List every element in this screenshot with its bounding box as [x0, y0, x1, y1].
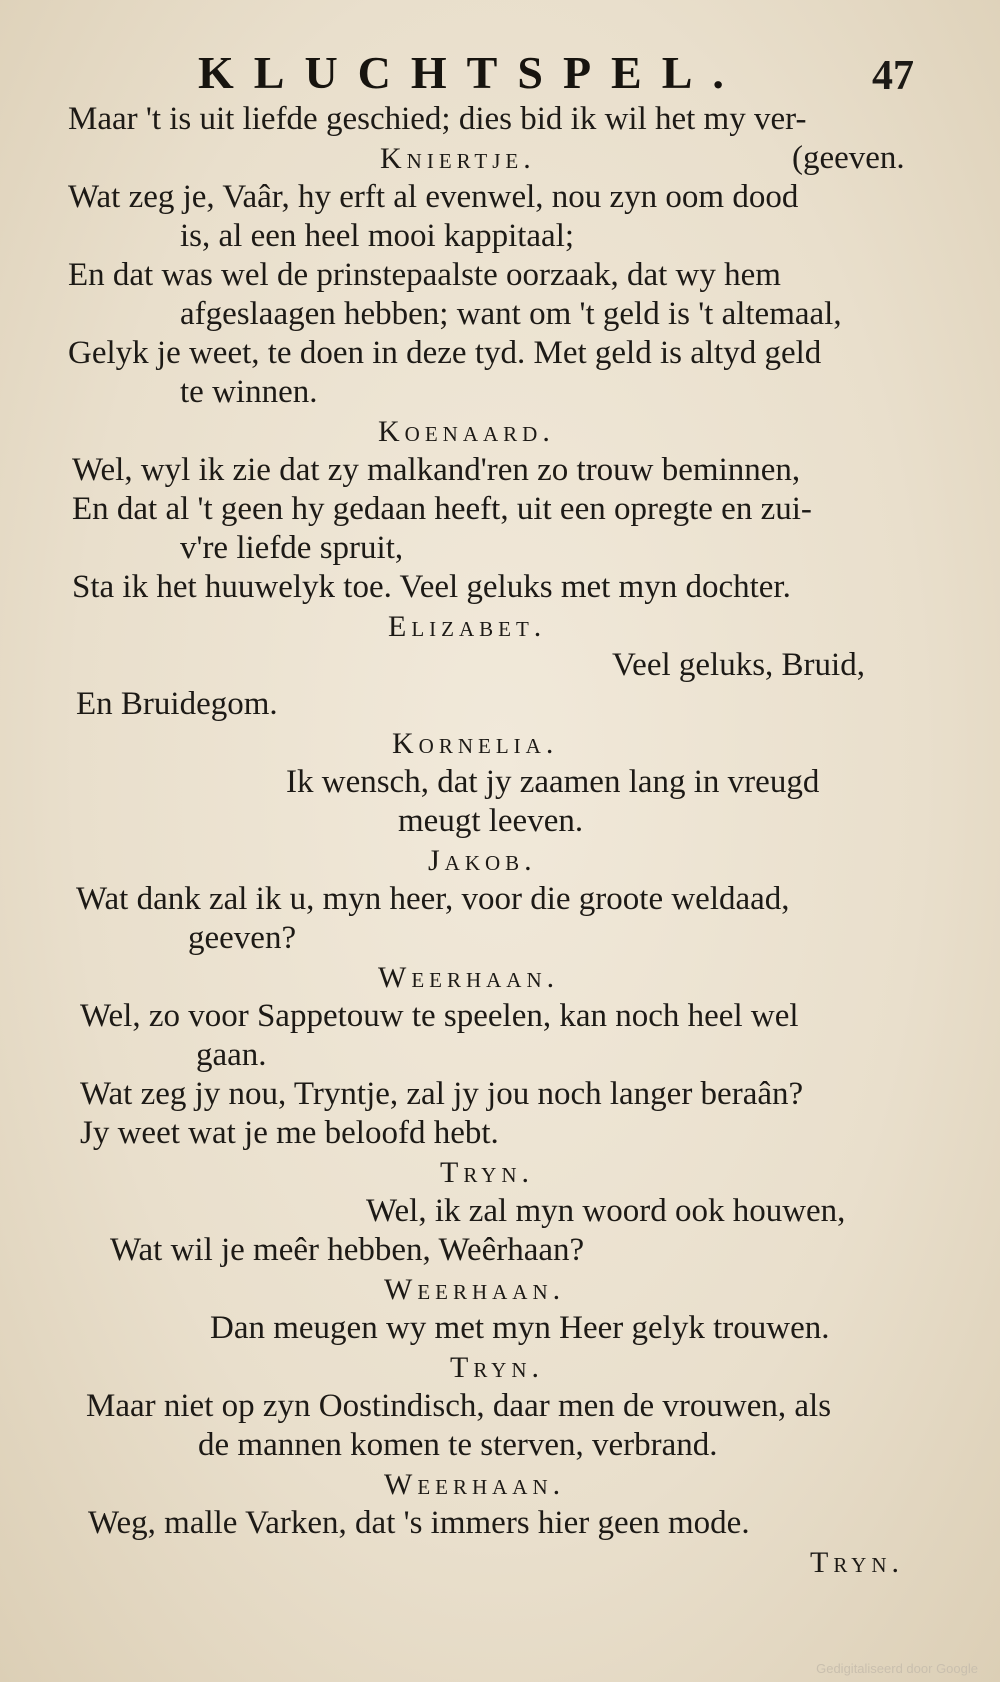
page-number: 47: [872, 53, 914, 99]
verse-line: Veel geluks, Bruid,: [612, 647, 865, 683]
text-line: [0, 841, 1000, 880]
verse-line: Wat zeg jy nou, Tryntje, zal jy jou noch langer beraân?: [80, 1076, 804, 1112]
verse-line: Ik wensch, dat jy zaamen lang in vreugd: [286, 764, 820, 800]
text-line: [0, 1270, 1000, 1309]
text-line: [0, 1231, 1000, 1270]
text-line: [0, 1348, 1000, 1387]
text-line: [0, 295, 1000, 334]
text-line: [0, 451, 1000, 490]
verse-line: Wel, ik zal myn woord ook houwen,: [366, 1193, 846, 1229]
text-line: [0, 1036, 1000, 1075]
text-line: [0, 1426, 1000, 1465]
text-line: [0, 919, 1000, 958]
speaker-name: Weerhaan.: [378, 961, 560, 994]
verse-line: de mannen komen te sterven, verbrand.: [198, 1427, 718, 1463]
text-line: [0, 139, 1000, 178]
text-line: [0, 1153, 1000, 1192]
text-line: [0, 1543, 1000, 1582]
text-line: [0, 763, 1000, 802]
verse-line: En dat was wel de prinstepaalste oorzaak, dat wy hem: [68, 257, 781, 293]
verse-line: Maar 't is uit liefde geschied; dies bid ik wil het my ver-: [68, 101, 807, 137]
text-line: [0, 490, 1000, 529]
text-line: [0, 1504, 1000, 1543]
verse-line: Weg, malle Varken, dat 's immers hier geen mode.: [88, 1505, 750, 1541]
text-line: [0, 568, 1000, 607]
verse-line: En dat al 't geen hy gedaan heeft, uit een opregte en zui-: [72, 491, 812, 527]
text-line: [0, 412, 1000, 451]
verse-line: Wel, zo voor Sappetouw te speelen, kan noch heel wel: [80, 998, 799, 1034]
digitization-watermark: Gedigitaliseerd door Google: [816, 1661, 978, 1676]
text-line: [0, 685, 1000, 724]
speaker-name: Weerhaan.: [384, 1273, 566, 1306]
running-title: KLUCHTSPEL.: [198, 47, 744, 98]
text-line: [0, 880, 1000, 919]
speaker-name: Weerhaan.: [384, 1468, 566, 1501]
text-line: [0, 529, 1000, 568]
text-line: [0, 802, 1000, 841]
text-line: [0, 607, 1000, 646]
verse-line: is, al een heel mooi kappitaal;: [180, 218, 575, 254]
text-line: [0, 373, 1000, 412]
text-line: [0, 178, 1000, 217]
text-line: [0, 334, 1000, 373]
verse-line: En Bruidegom.: [76, 686, 278, 722]
verse-line: Sta ik het huuwelyk toe. Veel geluks met myn dochter.: [72, 569, 791, 605]
verse-line: Wat zeg je, Vaâr, hy erft al evenwel, nou zyn oom dood: [68, 179, 799, 215]
verse-line: v're liefde spruit,: [180, 530, 404, 566]
page-text: [0, 100, 1000, 1582]
verse-line: Dan meugen wy met myn Heer gelyk trouwen.: [210, 1310, 830, 1346]
speaker-name: Jakob.: [428, 844, 537, 877]
text-line: [0, 1465, 1000, 1504]
verse-line: Wat dank zal ik u, myn heer, voor die groote weldaad,: [76, 881, 790, 917]
text-line: [0, 1192, 1000, 1231]
verse-line: Maar niet op zyn Oostindisch, daar men de vrouwen, als: [86, 1388, 832, 1424]
text-line: [0, 1309, 1000, 1348]
speaker-name: Kniertje.: [380, 142, 536, 175]
verse-line: Jy weet wat je me beloofd hebt.: [80, 1115, 499, 1151]
speaker-name: Kornelia.: [392, 727, 559, 760]
verse-line: afgeslaagen hebben; want om 't geld is 't altemaal,: [180, 296, 842, 332]
text-line: [0, 997, 1000, 1036]
speaker-name: Tryn.: [450, 1351, 545, 1384]
text-line: [0, 724, 1000, 763]
catchword: Tryn.: [810, 1546, 905, 1579]
verse-line: gaan.: [196, 1037, 267, 1073]
text-line: [0, 646, 1000, 685]
verse-line: geeven?: [188, 920, 297, 956]
text-line: [0, 217, 1000, 256]
text-line: [0, 1075, 1000, 1114]
verse-line: Wel, wyl ik zie dat zy malkand'ren zo trouw beminnen,: [72, 452, 801, 488]
running-header: [0, 38, 1000, 108]
speaker-name: Koenaard.: [378, 415, 555, 448]
verse-line: meugt leeven.: [398, 803, 584, 839]
speaker-name: Tryn.: [440, 1156, 535, 1189]
text-line: [0, 1114, 1000, 1153]
text-line: [0, 256, 1000, 295]
text-line: [0, 1387, 1000, 1426]
verse-line: Wat wil je meêr hebben, Weêrhaan?: [110, 1232, 585, 1268]
verse-line: te winnen.: [180, 374, 318, 410]
text-line: [0, 958, 1000, 997]
text-line: [0, 100, 1000, 139]
speaker-name: Elizabet.: [388, 610, 547, 643]
verse-line: Gelyk je weet, te doen in deze tyd. Met geld is altyd geld: [68, 335, 822, 371]
verse-line: (geeven.: [792, 140, 905, 176]
